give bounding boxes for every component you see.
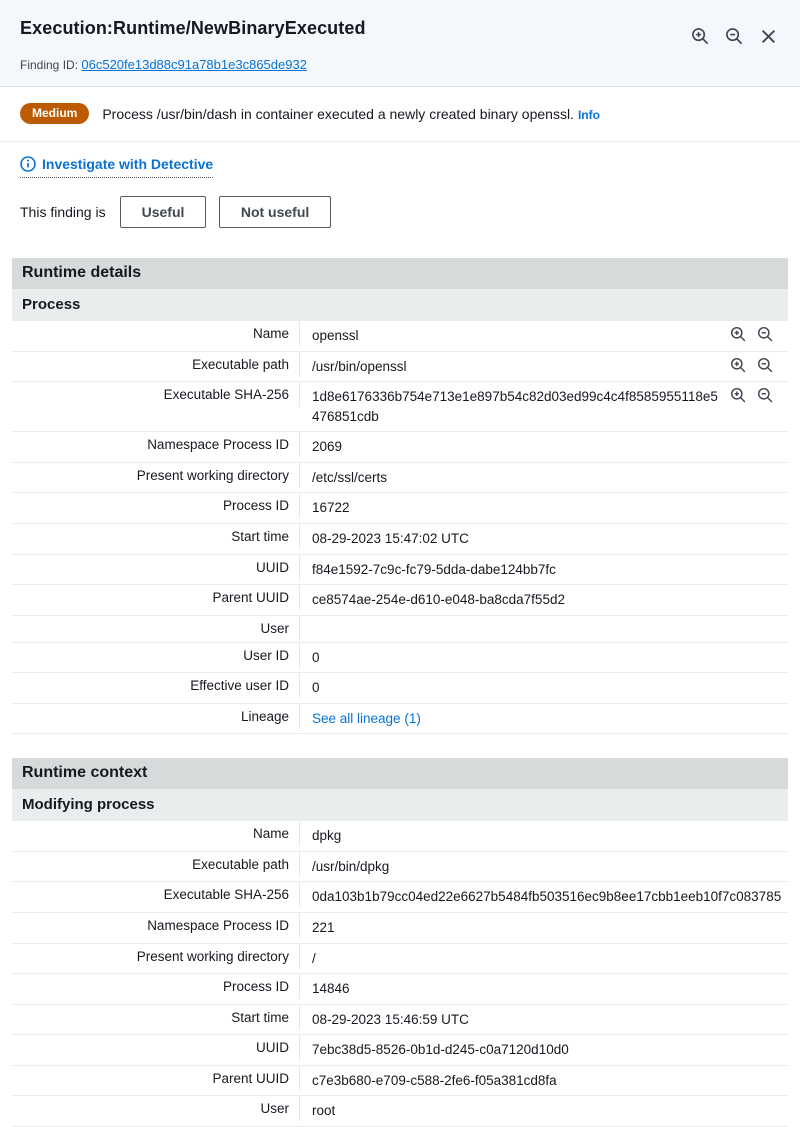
detective-row — [0, 142, 800, 178]
section-runtime-details — [12, 258, 788, 734]
section-title: Runtime context — [12, 758, 788, 789]
table-row — [12, 585, 788, 616]
table-row — [12, 1035, 788, 1066]
page-title: Execution:Runtime/NewBinaryExecuted — [20, 18, 366, 38]
table-row — [12, 616, 788, 643]
row-value: 7ebc38d5-8526-0b1d-d245-c0a7120d10d0 — [312, 1042, 569, 1058]
row-value: c7e3b680-e709-c588-2fe6-f05a381cd8fa — [312, 1072, 557, 1088]
table-row — [12, 913, 788, 944]
row-value: /usr/bin/dpkg — [312, 858, 390, 874]
row-zoom-icon-group — [730, 352, 788, 374]
row-value-link[interactable]: See all lineage (1) — [312, 710, 421, 726]
investigate-with-detective-link[interactable] — [20, 156, 213, 178]
row-label: Executable SHA-256 — [12, 882, 300, 907]
table-row — [12, 463, 788, 494]
table-row — [12, 673, 788, 704]
row-value: openssl — [312, 328, 359, 343]
row-value: 08-29-2023 15:47:02 UTC — [312, 530, 469, 546]
row-value: ce8574ae-254e-d610-e048-ba8cda7f55d2 — [312, 592, 565, 608]
table-row — [12, 1005, 788, 1036]
table-row — [12, 852, 788, 883]
row-label: Parent UUID — [12, 585, 300, 610]
row-value: 0da103b1b79cc04ed22e6627b5484fb503516ec9b8ee17cbb1eeb10f7c083785 — [312, 889, 782, 905]
table-row — [12, 1066, 788, 1097]
feedback-prompt: This finding is — [20, 204, 106, 220]
row-zoom-icon-group — [730, 321, 788, 343]
row-label: User — [12, 616, 300, 641]
feedback-buttons — [120, 196, 332, 228]
section-subtitle: Modifying process — [12, 789, 788, 821]
row-value: / — [312, 950, 316, 966]
section-runtime-context — [12, 758, 788, 1127]
finding-id-label: Finding ID: — [20, 58, 79, 72]
row-label: Parent UUID — [12, 1066, 300, 1091]
row-value: 0 — [312, 649, 320, 665]
row-label: Executable path — [12, 852, 300, 877]
table-row — [12, 882, 788, 913]
investigate-label: Investigate with Detective — [42, 156, 214, 172]
row-label: Lineage — [12, 704, 300, 729]
detail-sections — [0, 258, 800, 1127]
info-link[interactable]: Info — [577, 107, 600, 122]
zoom-in-icon[interactable] — [730, 357, 747, 374]
table-row — [12, 821, 788, 852]
row-label: Name — [12, 821, 300, 846]
row-value: 14846 — [312, 981, 350, 997]
row-value: f84e1592-7c9c-fc79-5dda-dabe124bb7fc — [312, 561, 556, 577]
panel-header — [0, 0, 800, 87]
row-value — [300, 616, 788, 626]
zoom-in-icon[interactable] — [690, 26, 710, 46]
table-row — [12, 382, 788, 432]
row-value: /etc/ssl/certs — [312, 469, 388, 485]
section-title: Runtime details — [12, 258, 788, 289]
row-value: dpkg — [312, 828, 342, 844]
feedback-row — [0, 178, 800, 234]
finding-description: Process /usr/bin/dash in container executed a newly created binary openssl. Info — [102, 105, 600, 122]
table-row — [12, 974, 788, 1005]
table-row — [12, 321, 788, 352]
finding-id-link[interactable]: 06c520fe13d88c91a78b1e3c865de932 — [81, 57, 307, 72]
zoom-out-icon[interactable] — [724, 26, 744, 46]
row-label: Executable SHA-256 — [12, 382, 300, 407]
table-row — [12, 643, 788, 674]
close-icon[interactable] — [758, 26, 778, 46]
row-value: 0 — [312, 680, 320, 696]
row-value: root — [312, 1103, 336, 1119]
table-row — [12, 944, 788, 975]
table-row — [12, 555, 788, 586]
table-row — [12, 1096, 788, 1127]
zoom-in-icon[interactable] — [730, 387, 747, 404]
section-subtitle: Process — [12, 289, 788, 321]
severity-block — [0, 87, 800, 142]
row-value: 16722 — [312, 500, 350, 516]
table-row — [12, 704, 788, 735]
table-row — [12, 352, 788, 383]
table-row — [12, 493, 788, 524]
row-label: User ID — [12, 643, 300, 668]
row-label: Name — [12, 321, 300, 346]
finding-id-row — [20, 57, 780, 72]
not-useful-button[interactable]: Not useful — [219, 196, 331, 228]
table-row — [12, 432, 788, 463]
row-label: Namespace Process ID — [12, 432, 300, 457]
info-circle-icon — [20, 156, 36, 172]
zoom-in-icon[interactable] — [730, 326, 747, 343]
header-icon-group — [690, 26, 778, 46]
row-label: UUID — [12, 1035, 300, 1060]
row-label: Executable path — [12, 352, 300, 377]
row-value: 2069 — [312, 439, 343, 455]
zoom-out-icon[interactable] — [757, 357, 774, 374]
zoom-out-icon[interactable] — [757, 326, 774, 343]
row-label: Effective user ID — [12, 673, 300, 698]
row-label: Process ID — [12, 493, 300, 518]
row-label: Present working directory — [12, 944, 300, 969]
useful-button[interactable]: Useful — [120, 196, 207, 228]
row-value: 08-29-2023 15:46:59 UTC — [312, 1011, 469, 1027]
row-zoom-icon-group — [730, 382, 788, 404]
severity-badge: Medium — [20, 103, 89, 124]
table-row — [12, 524, 788, 555]
row-label: Process ID — [12, 974, 300, 999]
row-label: Start time — [12, 524, 300, 549]
row-value: 1d8e6176336b754e713e1e897b54c82d03ed99c4c4f8585955118e5476851cdb — [312, 389, 718, 424]
zoom-out-icon[interactable] — [757, 387, 774, 404]
row-value: /usr/bin/openssl — [312, 358, 407, 374]
row-label: User — [12, 1096, 300, 1121]
row-label: Start time — [12, 1005, 300, 1030]
row-label: Namespace Process ID — [12, 913, 300, 938]
row-value: 221 — [312, 920, 335, 935]
row-label: Present working directory — [12, 463, 300, 488]
row-label: UUID — [12, 555, 300, 580]
